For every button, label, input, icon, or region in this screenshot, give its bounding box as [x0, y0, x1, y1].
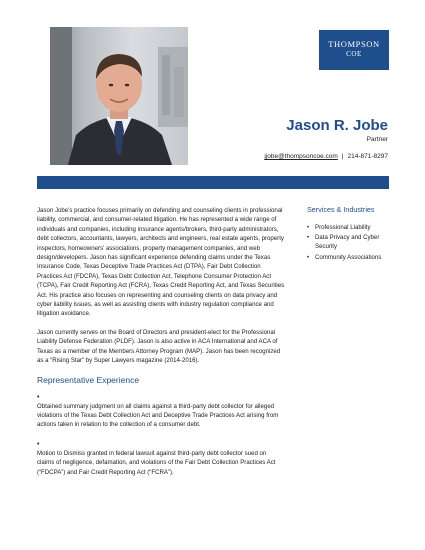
experience-text: Obtained summary judgment on all claims against a third-party debt collector for alleged violations of the Texas Debt Collection Act and Deceptive Trade Practices Act arising from actions taken in relation to the collection of a consumer debt.: [37, 402, 279, 429]
contact-separator: |: [341, 153, 344, 160]
service-item-professional-liability[interactable]: • Professional Liability: [307, 223, 389, 232]
experience-item: [37, 440, 285, 477]
services-sidebar: [307, 205, 389, 263]
logo-text-line2: COE: [346, 50, 362, 58]
services-heading: Services & Industries: [307, 205, 375, 214]
experience-heading: Representative Experience: [37, 374, 140, 385]
bio-column: [37, 206, 285, 487]
service-item-data-privacy[interactable]: • Data Privacy and Cyber Security: [307, 233, 389, 251]
attorney-photo-graphic: [50, 27, 188, 165]
service-item-community-associations[interactable]: • Community Associations: [307, 253, 389, 262]
logo-text-line1: THOMPSON: [328, 39, 380, 49]
experience-bullet: •: [37, 440, 40, 448]
experience-bullet: •: [37, 393, 40, 401]
thompson-coe-logo: [319, 30, 389, 70]
experience-text: Motion to Dismiss granted in federal lawsuit against third-party debt collector sued on claims of negligence, defamation, and violations of the Fair Debt Collection Practices Act (“FDCPA”) and Fair Credit Reporting Act (“FCRA”).: [37, 449, 276, 476]
services-list: [307, 223, 389, 262]
bio-paragraph-2: Jason currently serves on the Board of Directors and president-elect for the Professional Liability Defense Federation (PLDF). Jason is also active in ACA International and ACA of Texas as a member of the Members Attorney Program (MAP). Jason has been recognized as a “Rising Star” by Super Lawyers magazine (2014-2016).: [37, 328, 281, 365]
bio-paragraph-1: Jason Jobe’s practice focuses primarily on defending and counseling clients in professional liability, commercial, and consumer-related litigation. He has represented a wide range of individuals and companies, including insurance agents/brokers, third-party administrators, debt collectors, accountants, lawyers, architects and engineers, real estate agents, property inspectors, homeowners’ associations, property management companies, and web design/developers. Jason has significant experience defending claims under the Texas Insurance Code, Texas Deceptive Trade Practices Act (DTPA), Fair Debt Collection Practices Act (FDCPA), Texas Debt Collection Act, Telephone Consumer Protection Act (TCPA), Fair Credit Reporting Act (FCRA), Texas Credit Reporting Act, and Texas Securities Act. His practice also focuses on representing and counseling clients on data privacy and cyber liability issues, as well as assisting clients with industry regulation compliance and litigation avoidance.: [37, 207, 285, 318]
header-divider-bar: [37, 176, 389, 189]
email-link[interactable]: jjobe@thompsoncoe.com: [264, 153, 338, 160]
contact-line: [264, 153, 388, 160]
experience-item: [37, 393, 285, 430]
attorney-photo: [50, 27, 188, 165]
attorney-title: Partner: [366, 136, 388, 143]
attorney-name: Jason R. Jobe: [286, 117, 388, 134]
phone-number: 214-871-8297: [347, 153, 388, 160]
